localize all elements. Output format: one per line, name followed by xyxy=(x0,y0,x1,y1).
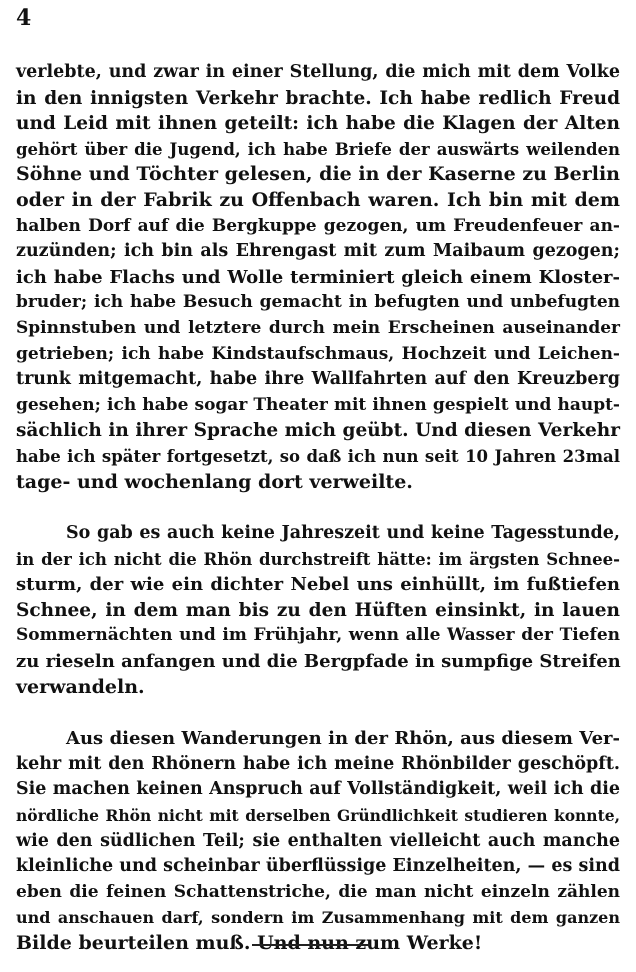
text-line: sturm, der wie ein dichter Nebel uns einhüllt, im fußtiefen xyxy=(16,574,620,596)
text-line: So gab es auch keine Jahreszeit und keine Tagesstunde, xyxy=(66,523,620,544)
text-line: verwandeln. xyxy=(16,675,145,698)
text-line: gesehen; ich habe sogar Theater mit ihnen gespielt und haupt- xyxy=(16,394,620,415)
text-line: ich habe Flachs und Wolle terminiert gleich einem Kloster- xyxy=(16,266,620,288)
text-line: tage- und wochenlang dort verweilte. xyxy=(16,470,413,493)
text-line: und Leid mit ihnen geteilt: ich habe die Klagen der Alten xyxy=(16,113,620,135)
text-line: wie den südlichen Teil; sie enthalten vielleicht auch manche xyxy=(16,830,620,851)
text-line: in den innigsten Verkehr brachte. Ich habe redlich Freud xyxy=(16,87,620,109)
text-line: habe ich später fortgesetzt, so daß ich nun seit 10 Jahren 23mal xyxy=(16,446,620,466)
paragraph xyxy=(16,521,620,700)
text-line: zu rieseln anfangen und die Bergpfade in sumpfige Streifen xyxy=(16,651,621,673)
paragraph xyxy=(16,726,620,956)
text-line: nördliche Rhön nicht mit derselben Gründlichkeit studieren konnte, xyxy=(16,806,620,826)
page-number: 4 xyxy=(16,5,32,31)
text-line: trunk mitgemacht, habe ihre Wallfahrten auf den Kreuzberg xyxy=(16,369,620,390)
text-line: zuzünden; ich bin als Ehrengast mit zum Maibaum gezogen; xyxy=(16,241,620,262)
text-line: eben die feinen Schattenstriche, die man nicht einzeln zählen xyxy=(16,881,620,902)
text-line: gehört über die Jugend, ich habe Briefe der auswärts weilenden xyxy=(16,139,620,159)
text-line: Bilde beurteilen muß. Und nun zum Werke! xyxy=(16,932,483,954)
text-line: Spinnstuben und letztere durch mein Erscheinen auseinander xyxy=(16,317,620,338)
paragraph xyxy=(16,60,620,495)
text-line: und anschauen darf, sondern im Zusammenhang mit dem ganzen xyxy=(16,908,620,928)
text-line: Schnee, in dem man bis zu den Hüften einsinkt, in lauen xyxy=(16,599,620,621)
text-line: oder in der Fabrik zu Offenbach waren. Ich bin mit dem xyxy=(16,188,620,211)
body-text xyxy=(16,60,620,957)
text-line: Sommernächten und im Frühjahr, wenn alle Wasser der Tiefen xyxy=(16,625,620,646)
text-line: getrieben; ich habe Kindstaufschmaus, Hochzeit und Leichen- xyxy=(16,343,620,364)
text-line: bruder; ich habe Besuch gemacht in befugten und unbefugten xyxy=(16,292,620,313)
text-line: Aus diesen Wanderungen in der Rhön, aus diesem Ver- xyxy=(66,728,620,750)
text-line: kleinliche und scheinbar überflüssige Einzelheiten, — es sind xyxy=(16,856,620,877)
text-line: kehr mit den Rhönern habe ich meine Rhönbilder geschöpft. xyxy=(16,753,620,774)
text-line: sächlich in ihrer Sprache mich geübt. Und diesen Verkehr xyxy=(16,420,620,442)
text-line: Söhne und Töchter gelesen, die in der Kaserne zu Berlin xyxy=(16,163,620,186)
text-line: Sie machen keinen Anspruch auf Vollständigkeit, weil ich die xyxy=(16,779,620,800)
text-line: verlebte, und zwar in einer Stellung, die mich mit dem Volke xyxy=(16,62,620,82)
text-line: in der ich nicht die Rhön durchstreift hätte: im ärgsten Schnee- xyxy=(16,549,620,569)
closing-rule xyxy=(252,944,370,946)
text-line: halben Dorf auf die Bergkuppe gezogen, um Freudenfeuer an- xyxy=(16,215,620,236)
